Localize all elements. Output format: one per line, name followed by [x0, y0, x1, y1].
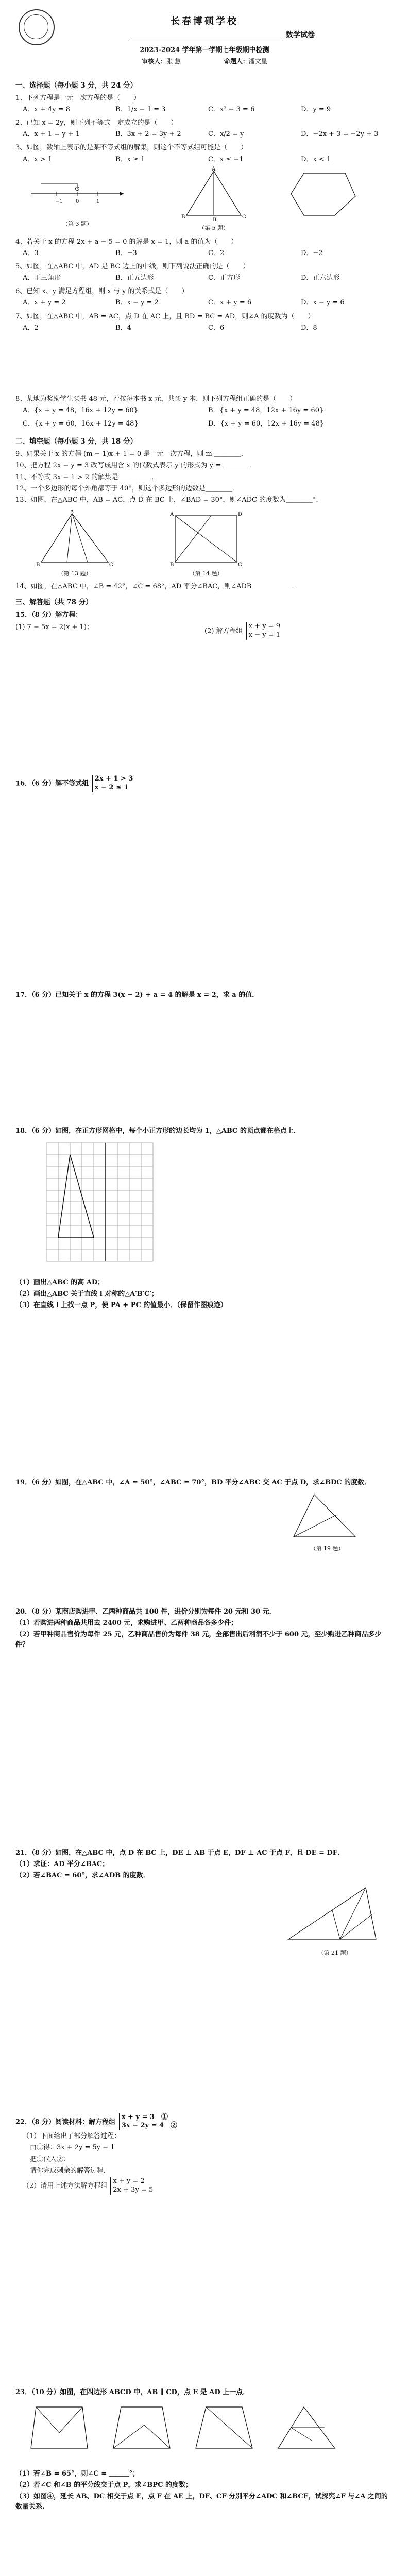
option-b: B．−3: [115, 249, 137, 257]
svg-text:B: B: [170, 562, 174, 568]
svg-text:0: 0: [76, 198, 79, 205]
svg-text:A: A: [70, 509, 74, 515]
question-1: 1、下列方程是一元一次方程的是（ ）: [15, 94, 141, 102]
svg-text:C: C: [109, 562, 113, 568]
option-d: D．x < 1: [301, 155, 331, 163]
exam-title: [77, 30, 366, 41]
number-line-figure: [26, 173, 129, 209]
question-23-3: （3）如图④，延长 AB、DC 相交于点 E，点 F 在 AE 上，DF、CF 分别平分∠ADC 和∠BCE，试探究∠F 与∠A 之间的数量关系．: [15, 2493, 388, 2511]
answer-space-19: [15, 1560, 394, 1606]
triangle-13-figure: [36, 511, 113, 567]
triangle-14-figure: [165, 511, 247, 567]
section-3-title: 三、解答题（共 78 分）: [15, 598, 93, 607]
setter: 命题人：潘文星: [224, 58, 267, 65]
question-11: 11、不等式 3x − 1 > 2 的解集是＿＿＿＿＿．: [15, 473, 159, 481]
answer-space-15: [15, 640, 394, 774]
quad-23-1-figure: [26, 2402, 93, 2453]
question-23-1: （1）若∠B = 65°，则∠C = ＿＿＿°；: [15, 2469, 140, 2478]
question-22-d: 请你完成剩余的解答过程．: [30, 2166, 111, 2175]
option-c: C．6: [208, 324, 225, 332]
option-d: D．正六边形: [301, 274, 340, 282]
question-4: 4、若关于 x 的方程 2x + a − 5 = 0 的解是 x = 1，则 a 的值为（ ）: [15, 238, 238, 246]
figures-row-1: [15, 168, 394, 235]
option-c: C．2: [208, 249, 225, 257]
option-c: C．{x + y = 60，16x + 12y = 48}: [23, 420, 139, 428]
option-a: A．x + 1 = y + 1: [23, 130, 80, 139]
option-d: D．{x + y = 60，12x + 16y = 48}: [208, 420, 325, 428]
question-6-options: [23, 298, 394, 308]
question-6: 6、已知 x、y 满足方程组，则 x 与 y 的关系式是（ ）: [15, 287, 189, 296]
section-2-title: 二、填空题（每小题 3 分，共 18 分）: [15, 437, 137, 446]
exam-subtitle: 2023-2024 学年第一学期七年级期中检测: [140, 46, 269, 54]
answer-space-22: [15, 2196, 394, 2386]
question-7-options: [23, 323, 394, 333]
question-21-2: （2）若∠BAC = 60°，求∠ADB 的度数．: [15, 1872, 150, 1880]
svg-text:A: A: [212, 166, 216, 172]
grid-figure-wrap: [15, 1138, 394, 1277]
question-10: 10、把方程 2x − y = 3 改写成用含 x 的代数式表示 y 的形式为 y = ＿＿＿＿．: [15, 462, 257, 470]
quad-23-3-figure: [191, 2402, 258, 2453]
triangle-abc: [58, 1155, 94, 1238]
triangle-figure: [180, 166, 247, 223]
answer-space-23: [15, 2513, 394, 2576]
figure-14-caption: （第 14 题）: [189, 570, 223, 577]
question-1-options: [23, 105, 394, 115]
subject-suffix: 数学试卷: [286, 31, 315, 39]
section-1-title: 一、选择题（每小题 3 分，共 24 分）: [15, 81, 137, 90]
figure-3-caption: （第 3 题）: [62, 220, 92, 227]
figure-21-caption: （第 21 题）: [318, 1949, 352, 1956]
svg-text:B: B: [181, 214, 185, 220]
svg-text:−1: −1: [55, 198, 63, 205]
question-17: 17．（6 分）已知关于 x 的方程 3(x − 2) + a = 4 的解是 x = 2，求 a 的值．: [15, 991, 259, 999]
quad-23-2-figure: [108, 2402, 175, 2453]
school-name: 长春博硕学校: [171, 16, 238, 27]
question-21: 21．（8 分）如图，在△ABC 中，点 D 在 BC 上，DE ⊥ AB 于点 E，DF ⊥ AC 于点 F，且 DE = DF．: [15, 1849, 344, 1857]
system-22-e: x + y = 2 2x + 3y = 5: [110, 2177, 153, 2195]
question-22-c: 把①代入②：: [30, 2155, 71, 2163]
figure-21-row: [15, 1884, 394, 1961]
question-20-2: （2）若甲种商品售价为每件 25 元，乙种商品售价为每件 38 元，全部售出后利润不少于 600 元，至少购进乙种商品多少件？: [15, 1630, 382, 1649]
option-b: B．3x + 2 = 3y + 2: [115, 130, 181, 139]
question-18-3: （3）在直线 l 上找一点 P，使 PA + PC 的值最小．（保留作图痕迹）: [15, 1301, 227, 1310]
option-b: B．x − y = 2: [115, 299, 159, 307]
option-b: B．正五边形: [115, 274, 154, 282]
question-13: 13、如图，在△ABC 中，AB = AC，点 D 在 BC 上，∠BAD = 30°，则∠ADC 的度数为＿＿＿＿°．: [15, 496, 323, 504]
question-4-options: [23, 248, 394, 259]
polygon-figure: [283, 168, 361, 219]
question-2: 2、已知 x = 2y，则下列不等式一定成立的是（ ）: [15, 119, 178, 127]
option-d: D．−2x + 3 = −2y + 3: [301, 130, 379, 139]
figure-19-row: [15, 1490, 394, 1557]
option-a: A．2: [23, 324, 39, 332]
option-c: C．x + y = 6: [208, 299, 252, 307]
option-d: D．x − y = 6: [301, 299, 345, 307]
question-8: 8、某地为奖励学生买书 48 元，若按每本书 x 元，共买 y 本，则下列方程组正确的是（ ）: [15, 395, 297, 403]
question-23: 23．（10 分）如图，在四边形 ABCD 中，AB ∥ CD，点 E 是 AD 上一点．: [15, 2388, 250, 2396]
option-a: A．3: [23, 249, 39, 257]
exam-content: [15, 77, 394, 2576]
question-18: 18．（6 分）如图，在正方形网格中，每个小正方形的边长均为 1，△ABC 的顶点都在格点上．: [15, 1127, 300, 1135]
option-b: B．1/x − 1 = 3: [115, 106, 166, 114]
question-7: 7、如图，在△ABC 中，AB = AC，点 D 在 AC 上，且 BD = BC = AD，则∠A 的度数为（ ）: [15, 312, 315, 320]
question-8-options-ab: [23, 405, 394, 416]
triangle-21-figure: [283, 1884, 381, 1945]
question-5-options: [23, 273, 394, 283]
option-c: C．正方形: [208, 274, 240, 282]
square-grid-figure: [46, 1143, 165, 1272]
spacer: [15, 336, 394, 393]
system-16: 2x + 1 > 3 x − 2 ≤ 1: [92, 775, 133, 792]
option-c: C．x² − 3 = 6: [208, 106, 255, 114]
svg-text:C: C: [242, 214, 246, 220]
reviewers: [0, 57, 409, 66]
figures-row-2: [15, 507, 394, 580]
svg-text:C: C: [238, 562, 242, 568]
question-9: 9、如果关于 x 的方程 (m − 1)x + 1 = 0 是一元一次方程，则 m ＿＿＿＿．: [15, 450, 248, 459]
question-15b: (2) 解方程组 x + y = 9 x − y = 1: [204, 622, 280, 639]
option-a: A．x + y = 2: [23, 299, 66, 307]
question-15: 15．（8 分）解方程：: [15, 611, 82, 619]
question-2-options: [23, 129, 394, 140]
answer-space-16: [15, 793, 394, 989]
svg-text:1: 1: [96, 198, 100, 205]
svg-text:B: B: [36, 562, 40, 568]
option-b: B．{x + y = 48，12x + 16y = 60}: [208, 406, 324, 415]
option-a: A．正三角形: [23, 274, 61, 282]
question-12: 12、一个多边形的每个外角都等于 40°，则这个多边形的边数是＿＿＿＿．: [15, 484, 239, 493]
question-22: 22．（8 分）阅读材料：解方程组 x + y = 3 ① 3x − 2y = 4 ②: [15, 2113, 178, 2130]
question-16: 16．（6 分）解不等式组 2x + 1 > 3 x − 2 ≤ 1: [15, 774, 133, 791]
question-18-1: （1）画出△ABC 的高 AD；: [15, 1278, 105, 1286]
question-8-options-cd: [23, 419, 394, 429]
option-a: A．{x + y = 48，16x + 12y = 60}: [23, 406, 139, 415]
option-d: D．−2: [301, 249, 323, 257]
question-5: 5、如图，在△ABC 中，AD 是 BC 边上的中线，则下列说法正确的是（ ）: [15, 263, 250, 271]
answer-space-20: [15, 1651, 394, 1847]
question-14: 14、如图，在△ABC 中，∠B = 42°，∠C = 68°，AD 平分∠BAC，则∠ADB＿＿＿＿＿＿．: [15, 582, 299, 590]
option-b: B．x ≥ 1: [115, 155, 145, 163]
reviewer: 审核人：张 慧: [142, 58, 181, 65]
figure-19-caption: （第 19 题）: [310, 1545, 344, 1552]
question-18-2: （2）画出△ABC 关于直线 l 对称的△A′B′C′；: [15, 1290, 158, 1298]
system-15: x + y = 9 x − y = 1: [246, 622, 280, 640]
figure-5-caption: （第 5 题）: [199, 224, 229, 231]
svg-text:D: D: [238, 511, 243, 517]
question-3: 3、如图，数轴上表示的是某不等式组的解集，则这个不等式组可能是（ ）: [15, 144, 248, 152]
answer-space-21: [15, 1963, 394, 2112]
option-d: D．8: [301, 324, 317, 332]
exam-header: [0, 6, 409, 68]
option-a: A．x + 4y = 8: [23, 106, 70, 114]
svg-text:A: A: [170, 511, 174, 517]
option-d: D．y = 9: [301, 106, 331, 114]
triangle-19-figure: [288, 1490, 361, 1542]
option-a: A．x > 1: [23, 155, 53, 163]
figure-13-caption: （第 13 题）: [58, 570, 92, 577]
option-c: C．x/2 = y: [208, 130, 244, 139]
question-15a: (1) 7 − 5x = 2(x + 1)；: [15, 623, 93, 632]
option-c: C．x ≤ −1: [208, 155, 244, 163]
question-22-b: 由①得：3x + 2y = 5y − 1: [30, 2144, 115, 2152]
answer-space-17: [15, 1002, 394, 1125]
question-22-e: （2）请用上述方法解方程组 x + y = 2 2x + 3y = 5: [23, 2177, 154, 2194]
question-23-2: （2）若∠C 和∠B 的平分线交于点 P，求∠BPC 的度数；: [15, 2481, 193, 2489]
question-22-a: （1）下面给出了部分解答过程：: [23, 2132, 121, 2141]
quad-23-4-figure: [273, 2402, 340, 2453]
question-20-1: （1）若购进两种商品共用去 2400 元，求购进甲、乙两种商品各多少件；: [15, 1619, 238, 1627]
option-b: B．4: [115, 324, 131, 332]
question-19: 19．（6 分）如图，在△ABC 中，∠A = 50°，∠ABC = 70°，BD 平分∠ABC 交 AC 于点 D，求∠BDC 的度数．: [15, 1479, 371, 1487]
system-22: x + y = 3 ① 3x − 2y = 4 ②: [119, 2113, 177, 2131]
question-3-options: [23, 155, 394, 165]
question-20: 20．（8 分）某商店购进甲、乙两种商品共 100 件，进价分别为每件 20 元和 30 元．: [15, 1607, 276, 1616]
figure-23-row: [15, 2400, 394, 2467]
question-15-parts: [15, 622, 394, 640]
svg-text:D: D: [212, 216, 217, 223]
answer-space-18: [15, 1312, 394, 1477]
question-21-1: （1）求证：AD 平分∠BAC；: [15, 1860, 109, 1869]
